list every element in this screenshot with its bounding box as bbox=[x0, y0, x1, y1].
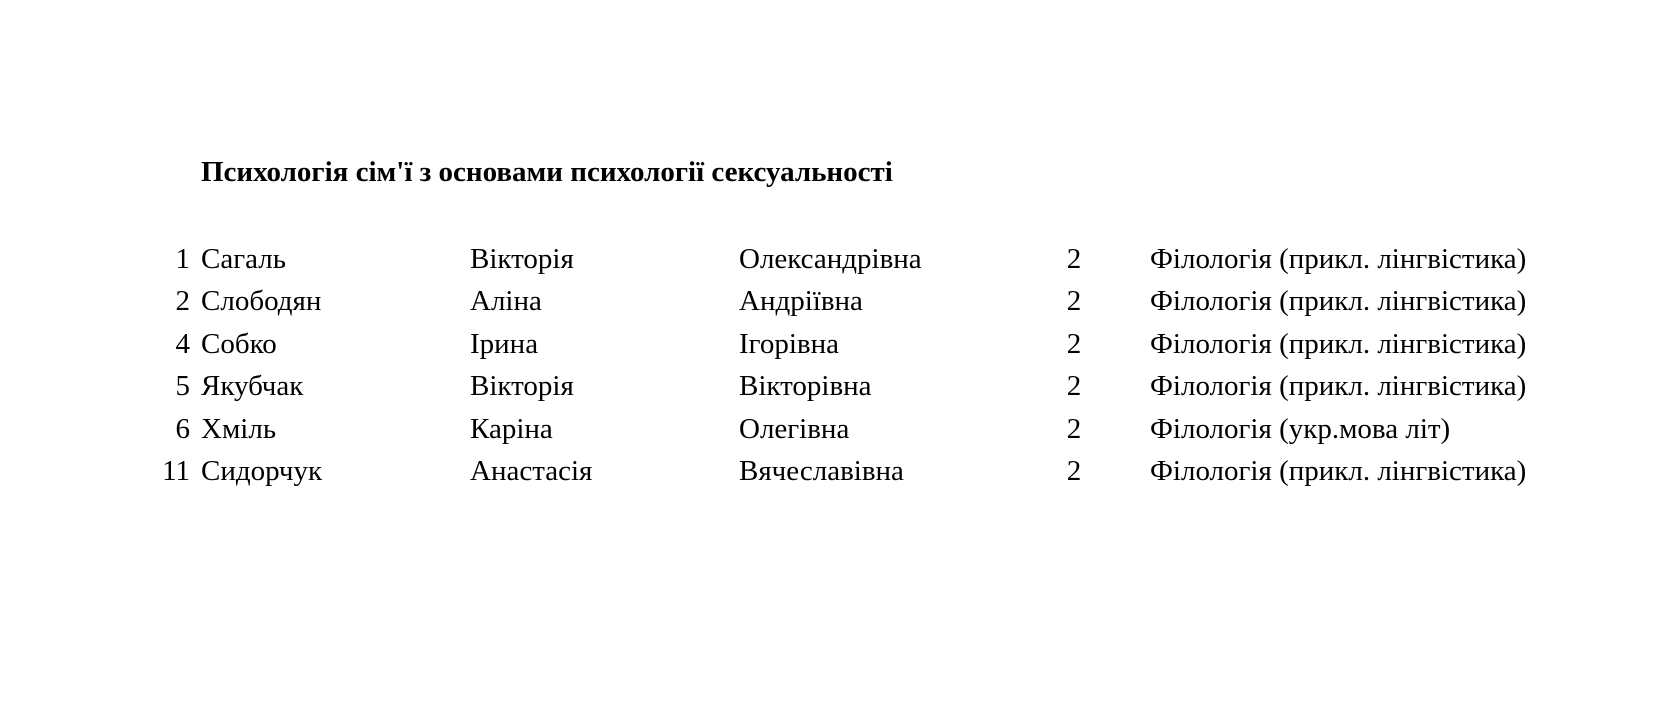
patronymic-cell: Вікторівна bbox=[739, 370, 872, 403]
table-row bbox=[0, 408, 1654, 450]
specialty-cell: Філологія (прикл. лінгвістика) bbox=[1150, 454, 1527, 487]
first-name-cell: Ірина bbox=[470, 327, 539, 360]
surname-cell: Хміль bbox=[201, 412, 277, 445]
row-number: 11 bbox=[162, 454, 190, 487]
first-name-cell: Аліна bbox=[470, 285, 542, 318]
course-cell: 2 bbox=[1066, 454, 1082, 487]
patronymic-cell: Ігорівна bbox=[739, 327, 839, 360]
course-cell: 2 bbox=[1066, 243, 1082, 275]
course-cell: 2 bbox=[1066, 412, 1082, 445]
first-name-cell: Вікторія bbox=[470, 243, 574, 275]
table-row bbox=[0, 323, 1654, 365]
table-row bbox=[0, 238, 1654, 280]
row-number: 6 bbox=[175, 412, 190, 445]
first-name-cell: Каріна bbox=[470, 412, 553, 445]
first-name-cell: Вікторія bbox=[470, 370, 574, 403]
students-table bbox=[0, 238, 1654, 492]
course-cell: 2 bbox=[1066, 327, 1082, 360]
row-number: 2 bbox=[175, 285, 190, 318]
surname-cell: Сидорчук bbox=[201, 454, 323, 487]
specialty-cell: Філологія (прикл. лінгвістика) bbox=[1150, 327, 1527, 360]
row-number: 4 bbox=[175, 327, 190, 360]
specialty-cell: Філологія (прикл. лінгвістика) bbox=[1150, 285, 1527, 318]
table-row bbox=[0, 280, 1654, 322]
surname-cell: Слободян bbox=[201, 285, 322, 318]
patronymic-cell: Олександрівна bbox=[739, 243, 922, 275]
patronymic-cell: Андріївна bbox=[739, 285, 863, 318]
first-name-cell: Анастасія bbox=[470, 454, 593, 487]
row-number: 5 bbox=[175, 370, 190, 403]
course-cell: 2 bbox=[1066, 370, 1082, 403]
specialty-cell: Філологія (укр.мова літ) bbox=[1150, 412, 1451, 445]
document-title: Психологія сім'ї з основами психології сексуальності bbox=[201, 156, 893, 188]
surname-cell: Собко bbox=[201, 327, 277, 360]
patronymic-cell: Олегівна bbox=[739, 412, 850, 445]
surname-cell: Якубчак bbox=[201, 370, 304, 403]
table-row bbox=[0, 450, 1654, 492]
specialty-cell: Філологія (прикл. лінгвістика) bbox=[1150, 370, 1527, 403]
table-row bbox=[0, 365, 1654, 407]
course-cell: 2 bbox=[1066, 285, 1082, 318]
row-number: 1 bbox=[175, 243, 190, 275]
surname-cell: Сагаль bbox=[201, 243, 286, 275]
specialty-cell: Філологія (прикл. лінгвістика) bbox=[1150, 243, 1527, 275]
patronymic-cell: Вячеславівна bbox=[739, 454, 904, 487]
